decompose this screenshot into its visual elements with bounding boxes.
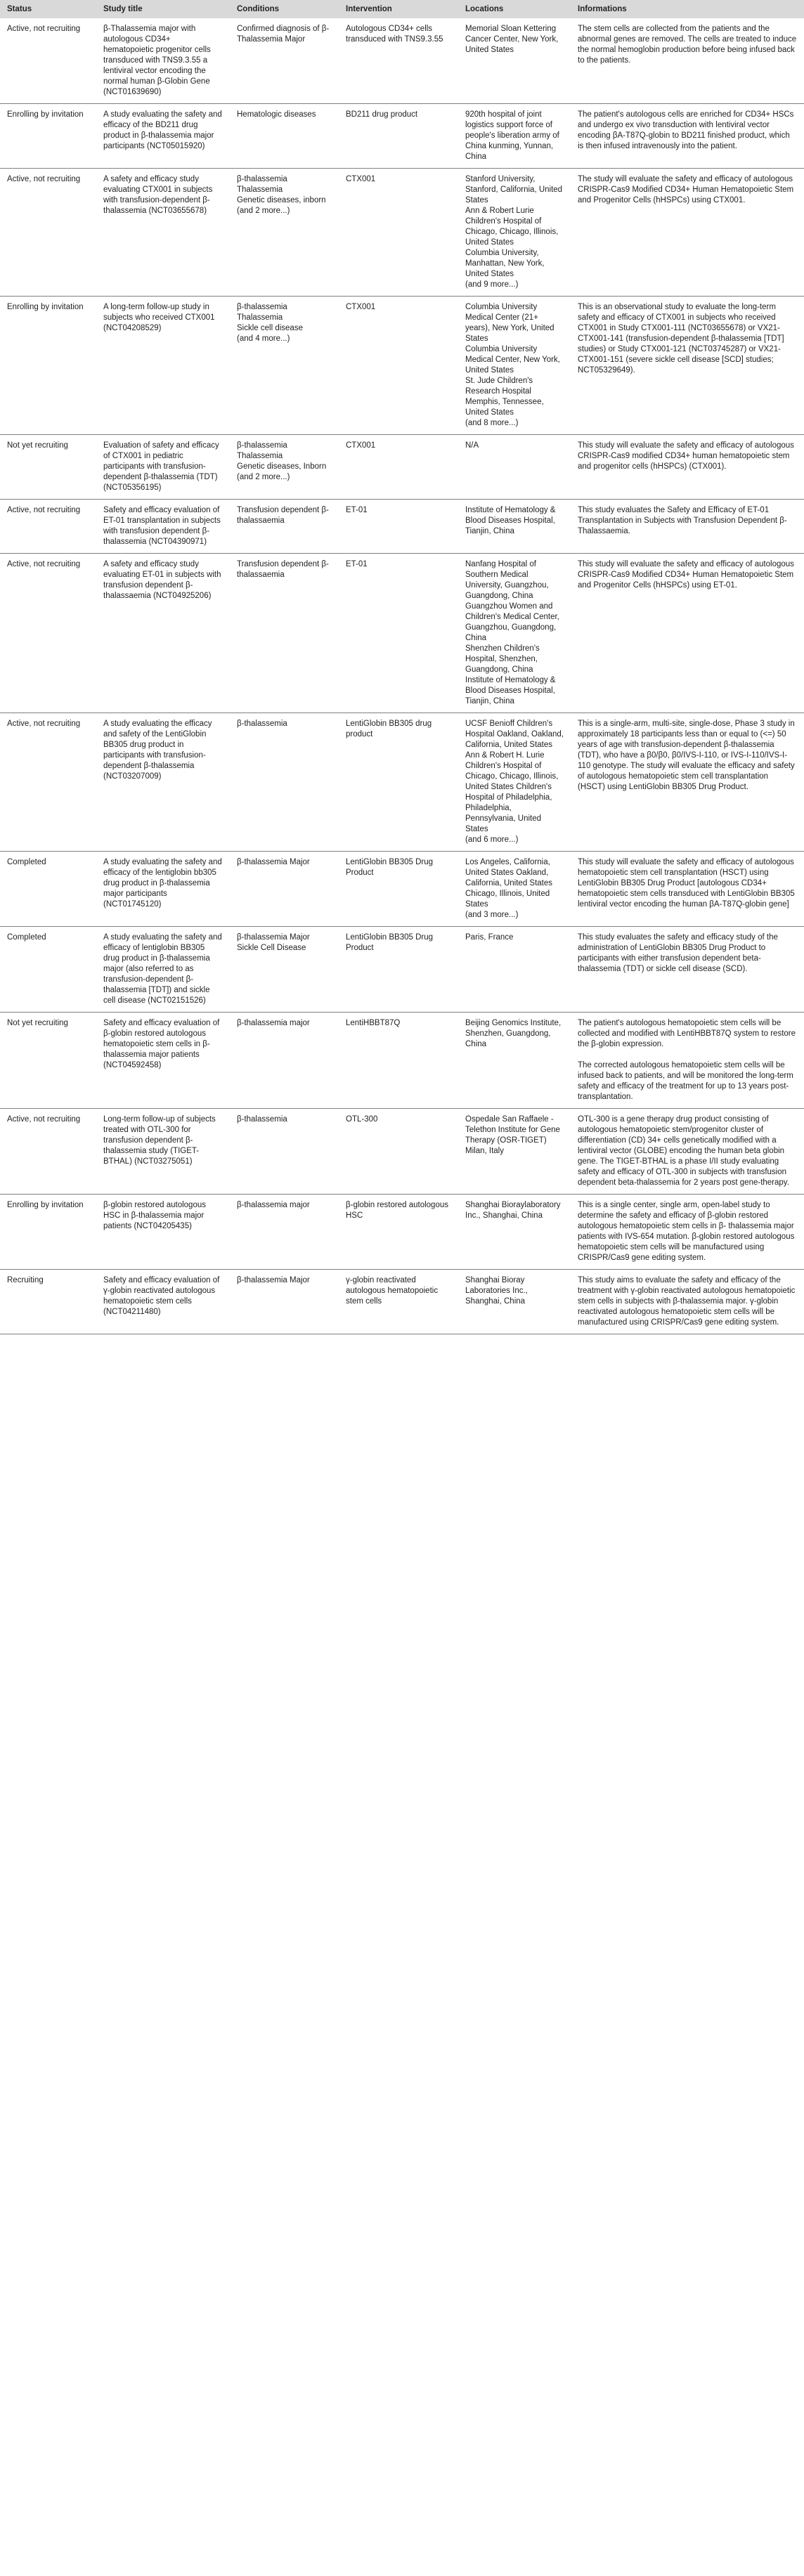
status-cell: Enrolling by invitation bbox=[0, 297, 96, 435]
cell-line: Shenzhen Children's Hospital, Shenzhen, Guangdong, China bbox=[465, 644, 540, 674]
table-row bbox=[0, 927, 804, 1013]
cell-line: (and 3 more...) bbox=[465, 911, 519, 919]
study-title-cell: A long-term follow-up study in subjects who received CTX001 (NCT04208529) bbox=[96, 297, 230, 435]
locations-cell: Memorial Sloan Kettering Cancer Center, New York, United States bbox=[458, 18, 571, 104]
study-title-cell: Long-term follow-up of subjects treated with OTL-300 for transfusion dependent β-thalassemia study (TIGET-BTHAL) (NCT03275051) bbox=[96, 1109, 230, 1195]
conditions-cell bbox=[230, 297, 339, 435]
locations-cell: 920th hospital of joint logistics support force of people's liberation army of China kunming, Yunnan, China bbox=[458, 104, 571, 169]
status-cell: Active, not recruiting bbox=[0, 500, 96, 554]
intervention-cell: γ-globin reactivated autologous hematopoietic stem cells bbox=[339, 1270, 458, 1334]
table-row bbox=[0, 435, 804, 500]
intervention-cell: BD211 drug product bbox=[339, 104, 458, 169]
study-title-cell: Evaluation of safety and efficacy of CTX001 in pediatric participants with transfusion-dependent β-thalassemia (TDT) (NCT05356195) bbox=[96, 435, 230, 500]
intervention-cell: ET-01 bbox=[339, 554, 458, 713]
status-cell: Completed bbox=[0, 927, 96, 1013]
conditions-cell: β-thalassemia Major Sickle Cell Disease bbox=[230, 927, 339, 1013]
header-conditions: Conditions bbox=[230, 0, 339, 18]
intervention-cell: LentiHBBT87Q bbox=[339, 1013, 458, 1109]
cell-line: β-thalassemia bbox=[237, 175, 287, 183]
cell-line: β-thalassemia bbox=[237, 441, 287, 450]
intervention-cell: OTL-300 bbox=[339, 1109, 458, 1195]
informations-cell: OTL-300 is a gene therapy drug product consisting of autologous hematopoietic stem/progenitor cluster of differentiation (CD) 34+ cells genetically modified with a lentiviral vector (GLOBE) encoding the human beta globin gene. The TIGET-BTHAL is a phase I/II study evaluating safety and efficacy of OTL-300 in subjects with transfusion dependent beta-thalassemia for 2 years post gene-therapy. bbox=[571, 1109, 804, 1195]
cell-line: Stanford University, Stanford, California, United States bbox=[465, 175, 563, 204]
study-title-cell: A study evaluating the safety and efficacy of the BD211 drug product in β-thalassemia major participants (NCT05015920) bbox=[96, 104, 230, 169]
cell-line: (and 6 more...) bbox=[465, 835, 519, 844]
informations-cell: The stem cells are collected from the patients and the abnormal genes are removed. The cells are treated to induce the normal hemoglobin production before being infused back to the patients. bbox=[571, 18, 804, 104]
table-row bbox=[0, 18, 804, 104]
status-cell: Not yet recruiting bbox=[0, 435, 96, 500]
paragraph-gap bbox=[578, 1050, 797, 1060]
conditions-cell bbox=[230, 169, 339, 297]
study-title-cell: A safety and efficacy study evaluating ET-01 in subjects with transfusion dependent β-thalassaemia (NCT04925206) bbox=[96, 554, 230, 713]
intervention-cell: LentiGlobin BB305 drug product bbox=[339, 713, 458, 852]
conditions-cell: β-thalassemia bbox=[230, 1109, 339, 1195]
table-row bbox=[0, 1109, 804, 1195]
status-cell: Enrolling by invitation bbox=[0, 104, 96, 169]
locations-cell bbox=[458, 713, 571, 852]
header-locations: Locations bbox=[458, 0, 571, 18]
locations-cell: Shanghai Bioray Laboratories Inc., Shanghai, China bbox=[458, 1270, 571, 1334]
informations-cell: This is a single center, single arm, open-label study to determine the safety and efficacy of β-globin restored autologous hematopoietic stem cells in β- thalassemia major patients with IVS-654 mutation. β-globin restored autologous hematopoietic stem cells will be manufactured using CRISPR/Cas9 gene editing system. bbox=[571, 1195, 804, 1270]
locations-cell: Paris, France bbox=[458, 927, 571, 1013]
informations-cell: This study evaluates the safety and efficacy study of the administration of LentiGlobin BB305 Drug Product to participants with either transfusion dependent beta-thalassemia (TDT) or sickle cell disease (SCD). bbox=[571, 927, 804, 1013]
study-title-cell: A study evaluating the efficacy and safety of the LentiGlobin BB305 drug product in participants with transfusion-dependent β-thalassemia (NCT03207009) bbox=[96, 713, 230, 852]
locations-cell: Shanghai Bioraylaboratory Inc., Shanghai, China bbox=[458, 1195, 571, 1270]
cell-line: Institute of Hematology & Blood Diseases Hospital, Tianjin, China bbox=[465, 676, 556, 705]
cell-line: Guangzhou Women and Children's Medical Center, Guangzhou, Guangdong, China bbox=[465, 602, 559, 642]
cell-line: UCSF Benioff Children's Hospital Oakland, Oakland, California, United States bbox=[465, 720, 564, 749]
cell-line: The patient's autologous hematopoietic stem cells will be collected and modified with LentiHBBT87Q system to restore the β-globin expression. bbox=[578, 1019, 796, 1048]
table-row bbox=[0, 1270, 804, 1334]
cell-line: Columbia University, Manhattan, New York, United States bbox=[465, 249, 545, 278]
conditions-cell: Confirmed diagnosis of β-Thalassemia Major bbox=[230, 18, 339, 104]
table-row bbox=[0, 297, 804, 435]
informations-cell: This study will evaluate the safety and efficacy of autologous CRISPR-Cas9 modified CD34+ human hematopoietic stem and progenitor cells (hHSPCs) (CTX001). bbox=[571, 435, 804, 500]
intervention-cell: ET-01 bbox=[339, 500, 458, 554]
status-cell: Active, not recruiting bbox=[0, 169, 96, 297]
status-cell: Active, not recruiting bbox=[0, 713, 96, 852]
header-study-title: Study title bbox=[96, 0, 230, 18]
cell-line: Genetic diseases, Inborn bbox=[237, 462, 327, 471]
status-cell: Active, not recruiting bbox=[0, 1109, 96, 1195]
status-cell: Completed bbox=[0, 852, 96, 927]
table-row bbox=[0, 713, 804, 852]
table-row bbox=[0, 169, 804, 297]
table-row bbox=[0, 1195, 804, 1270]
intervention-cell: LentiGlobin BB305 Drug Product bbox=[339, 927, 458, 1013]
informations-cell: This study evaluates the Safety and Efficacy of ET-01 Transplantation in Subjects with Transfusion Dependent β-Thalassaemia. bbox=[571, 500, 804, 554]
cell-line: Nanfang Hospital of Southern Medical University, Guangzhou, Guangdong, China bbox=[465, 560, 549, 600]
locations-cell bbox=[458, 169, 571, 297]
cell-line: The corrected autologous hematopoietic stem cells will be infused back to patients, and will be monitored the long-term safety and efficacy of the treatment for up to 13 years post-transplantation. bbox=[578, 1061, 793, 1101]
study-title-cell: A study evaluating the safety and efficacy of the lentiglobin bb305 drug product in β-thalassemia major participants (NCT01745120) bbox=[96, 852, 230, 927]
study-title-cell: Safety and efficacy evaluation of γ-globin reactivated autologous hematopoietic stem cells (NCT04211480) bbox=[96, 1270, 230, 1334]
cell-line: Genetic diseases, inborn bbox=[237, 196, 326, 204]
study-title-cell: A study evaluating the safety and efficacy of lentiglobin BB305 drug product in β-thalassemia major (also referred to as transfusion-dependent β-thalassemia [TDT]) and sickle cell disease (NCT02151526) bbox=[96, 927, 230, 1013]
cell-line: β-thalassemia bbox=[237, 303, 287, 311]
cell-line: Thalassemia bbox=[237, 452, 283, 460]
conditions-cell: β-thalassemia Major bbox=[230, 852, 339, 927]
locations-cell: Beijing Genomics Institute, Shenzhen, Guangdong, China bbox=[458, 1013, 571, 1109]
table-body bbox=[0, 18, 804, 1334]
intervention-cell: LentiGlobin BB305 Drug Product bbox=[339, 852, 458, 927]
cell-line: Los Angeles, California, United States Oakland, California, United States Chicago, Illinois, United States bbox=[465, 858, 553, 909]
status-cell: Not yet recruiting bbox=[0, 1013, 96, 1109]
conditions-cell: β-thalassemia bbox=[230, 713, 339, 852]
header-intervention: Intervention bbox=[339, 0, 458, 18]
table-row bbox=[0, 500, 804, 554]
study-title-cell: Safety and efficacy evaluation of β-globin restored autologous hematopoietic stem cells in β-thalassemia major patients (NCT04592458) bbox=[96, 1013, 230, 1109]
conditions-cell: β-thalassemia major bbox=[230, 1195, 339, 1270]
locations-cell: Institute of Hematology & Blood Diseases Hospital, Tianjin, China bbox=[458, 500, 571, 554]
header-row bbox=[0, 0, 804, 18]
locations-cell bbox=[458, 852, 571, 927]
conditions-cell: Transfusion dependent β-thalassaemia bbox=[230, 554, 339, 713]
locations-cell: Ospedale San Raffaele - Telethon Institute for Gene Therapy (OSR-TIGET) Milan, Italy bbox=[458, 1109, 571, 1195]
table-row bbox=[0, 1013, 804, 1109]
locations-cell bbox=[458, 554, 571, 713]
cell-line: Sickle cell disease bbox=[237, 324, 303, 332]
cell-line: (and 8 more...) bbox=[465, 419, 519, 427]
cell-line: (and 9 more...) bbox=[465, 280, 519, 289]
cell-line: Columbia University Medical Center, New York, United States bbox=[465, 345, 560, 375]
cell-line: St. Jude Children's Research Hospital Memphis, Tennessee, United States bbox=[465, 377, 544, 417]
conditions-cell: β-thalassemia Major bbox=[230, 1270, 339, 1334]
cell-line: (and 2 more...) bbox=[237, 207, 290, 215]
cell-line: (and 4 more...) bbox=[237, 334, 290, 343]
informations-cell: The patient's autologous cells are enriched for CD34+ HSCs and undergo ex vivo transduction with lentiviral vector encoding βA-T87Q-globin to BD211 finished product, which is then infused intravenously into the patient. bbox=[571, 104, 804, 169]
table-header bbox=[0, 0, 804, 18]
conditions-cell: β-thalassemia major bbox=[230, 1013, 339, 1109]
intervention-cell: CTX001 bbox=[339, 297, 458, 435]
status-cell: Active, not recruiting bbox=[0, 18, 96, 104]
status-cell: Recruiting bbox=[0, 1270, 96, 1334]
conditions-cell: Hematologic diseases bbox=[230, 104, 339, 169]
cell-line: Thalassemia bbox=[237, 313, 283, 322]
cell-line: Ann & Robert Lurie Children's Hospital of Chicago, Chicago, Illinois, United States bbox=[465, 207, 559, 247]
status-cell: Active, not recruiting bbox=[0, 554, 96, 713]
cell-line: Columbia University Medical Center (21+ years), New York, United States bbox=[465, 303, 555, 343]
informations-cell: This is an observational study to evaluate the long-term safety and efficacy of CTX001 in subjects who received CTX001 in Study CTX001-111 (NCT03655678) or VX21-CTX001-141 (transfusion-dependent β-thalassemia [TDT] studies) or Study CTX001-121 (NCT03745287) or VX21-CTX001-151 (severe sickle cell disease [SCD] studies; NCT05329649). bbox=[571, 297, 804, 435]
study-title-cell: β-globin restored autologous HSC in β-thalassemia major patients (NCT04205435) bbox=[96, 1195, 230, 1270]
study-title-cell: β-Thalassemia major with autologous CD34+ hematopoietic progenitor cells transduced with TNS9.3.55 a lentiviral vector encoding the normal human β-Globin Gene (NCT01639690) bbox=[96, 18, 230, 104]
intervention-cell: CTX001 bbox=[339, 435, 458, 500]
informations-cell: This study aims to evaluate the safety and efficacy of the treatment with γ-globin reactivated autologous hematopoietic stem cells in subjects with β-thalassemia major. γ-globin reactivated autologous hematopoietic stem cells will be manufactured using CRISPR/Cas9 gene editing system. bbox=[571, 1270, 804, 1334]
informations-cell: This is a single-arm, multi-site, single-dose, Phase 3 study in approximately 18 participants less than or equal to (<=) 50 years of age with transfusion-dependent β-thalassemia (TDT), who have a β0/β0, β0/IVS-I-110, or IVS-I-110/IVS-I-110 genotype. The study will evaluate the efficacy and safety of autologous hematopoietic stem cell transplantation (HSCT) using LentiGlobin BB305 Drug Product. bbox=[571, 713, 804, 852]
header-informations: Informations bbox=[571, 0, 804, 18]
intervention-cell: Autologous CD34+ cells transduced with TNS9.3.55 bbox=[339, 18, 458, 104]
header-status: Status bbox=[0, 0, 96, 18]
intervention-cell: CTX001 bbox=[339, 169, 458, 297]
table-row bbox=[0, 852, 804, 927]
informations-cell bbox=[571, 1013, 804, 1109]
study-title-cell: Safety and efficacy evaluation of ET-01 transplantation in subjects with transfusion dependent β-thalassemia (NCT04390971) bbox=[96, 500, 230, 554]
conditions-cell: Transfusion dependent β-thalassaemia bbox=[230, 500, 339, 554]
study-title-cell: A safety and efficacy study evaluating CTX001 in subjects with transfusion-dependent β-thalassemia (NCT03655678) bbox=[96, 169, 230, 297]
informations-cell: This study will evaluate the safety and efficacy of autologous hematopoietic stem cell transplantation (HSCT) using LentiGlobin BB305 Drug Product [autologous CD34+ hematopoietic stem cells transduced with LentiGlobin BB305 lentiviral vector encoding the human βA-T87Q-globin gene] bbox=[571, 852, 804, 927]
table-row bbox=[0, 104, 804, 169]
table-row bbox=[0, 554, 804, 713]
locations-cell bbox=[458, 297, 571, 435]
cell-line: Thalassemia bbox=[237, 186, 283, 194]
cell-line: (and 2 more...) bbox=[237, 473, 290, 481]
conditions-cell bbox=[230, 435, 339, 500]
status-cell: Enrolling by invitation bbox=[0, 1195, 96, 1270]
intervention-cell: β-globin restored autologous HSC bbox=[339, 1195, 458, 1270]
informations-cell: This study will evaluate the safety and efficacy of autologous CRISPR-Cas9 Modified CD34+ Human Hematopoietic Stem and Progenitor Cells (hHSPCs) using ET-01. bbox=[571, 554, 804, 713]
cell-line: Ann & Robert H. Lurie Children's Hospital of Chicago, Chicago, Illinois, United States Children's Hospital of Philadelphia, Philadelphia, Pennsylvania, United States bbox=[465, 751, 559, 833]
locations-cell: N/A bbox=[458, 435, 571, 500]
informations-cell: The study will evaluate the safety and efficacy of autologous CRISPR-Cas9 Modified CD34+ Human Hematopoietic Stem and Progenitor Cells (hHSPCs) using CTX001. bbox=[571, 169, 804, 297]
